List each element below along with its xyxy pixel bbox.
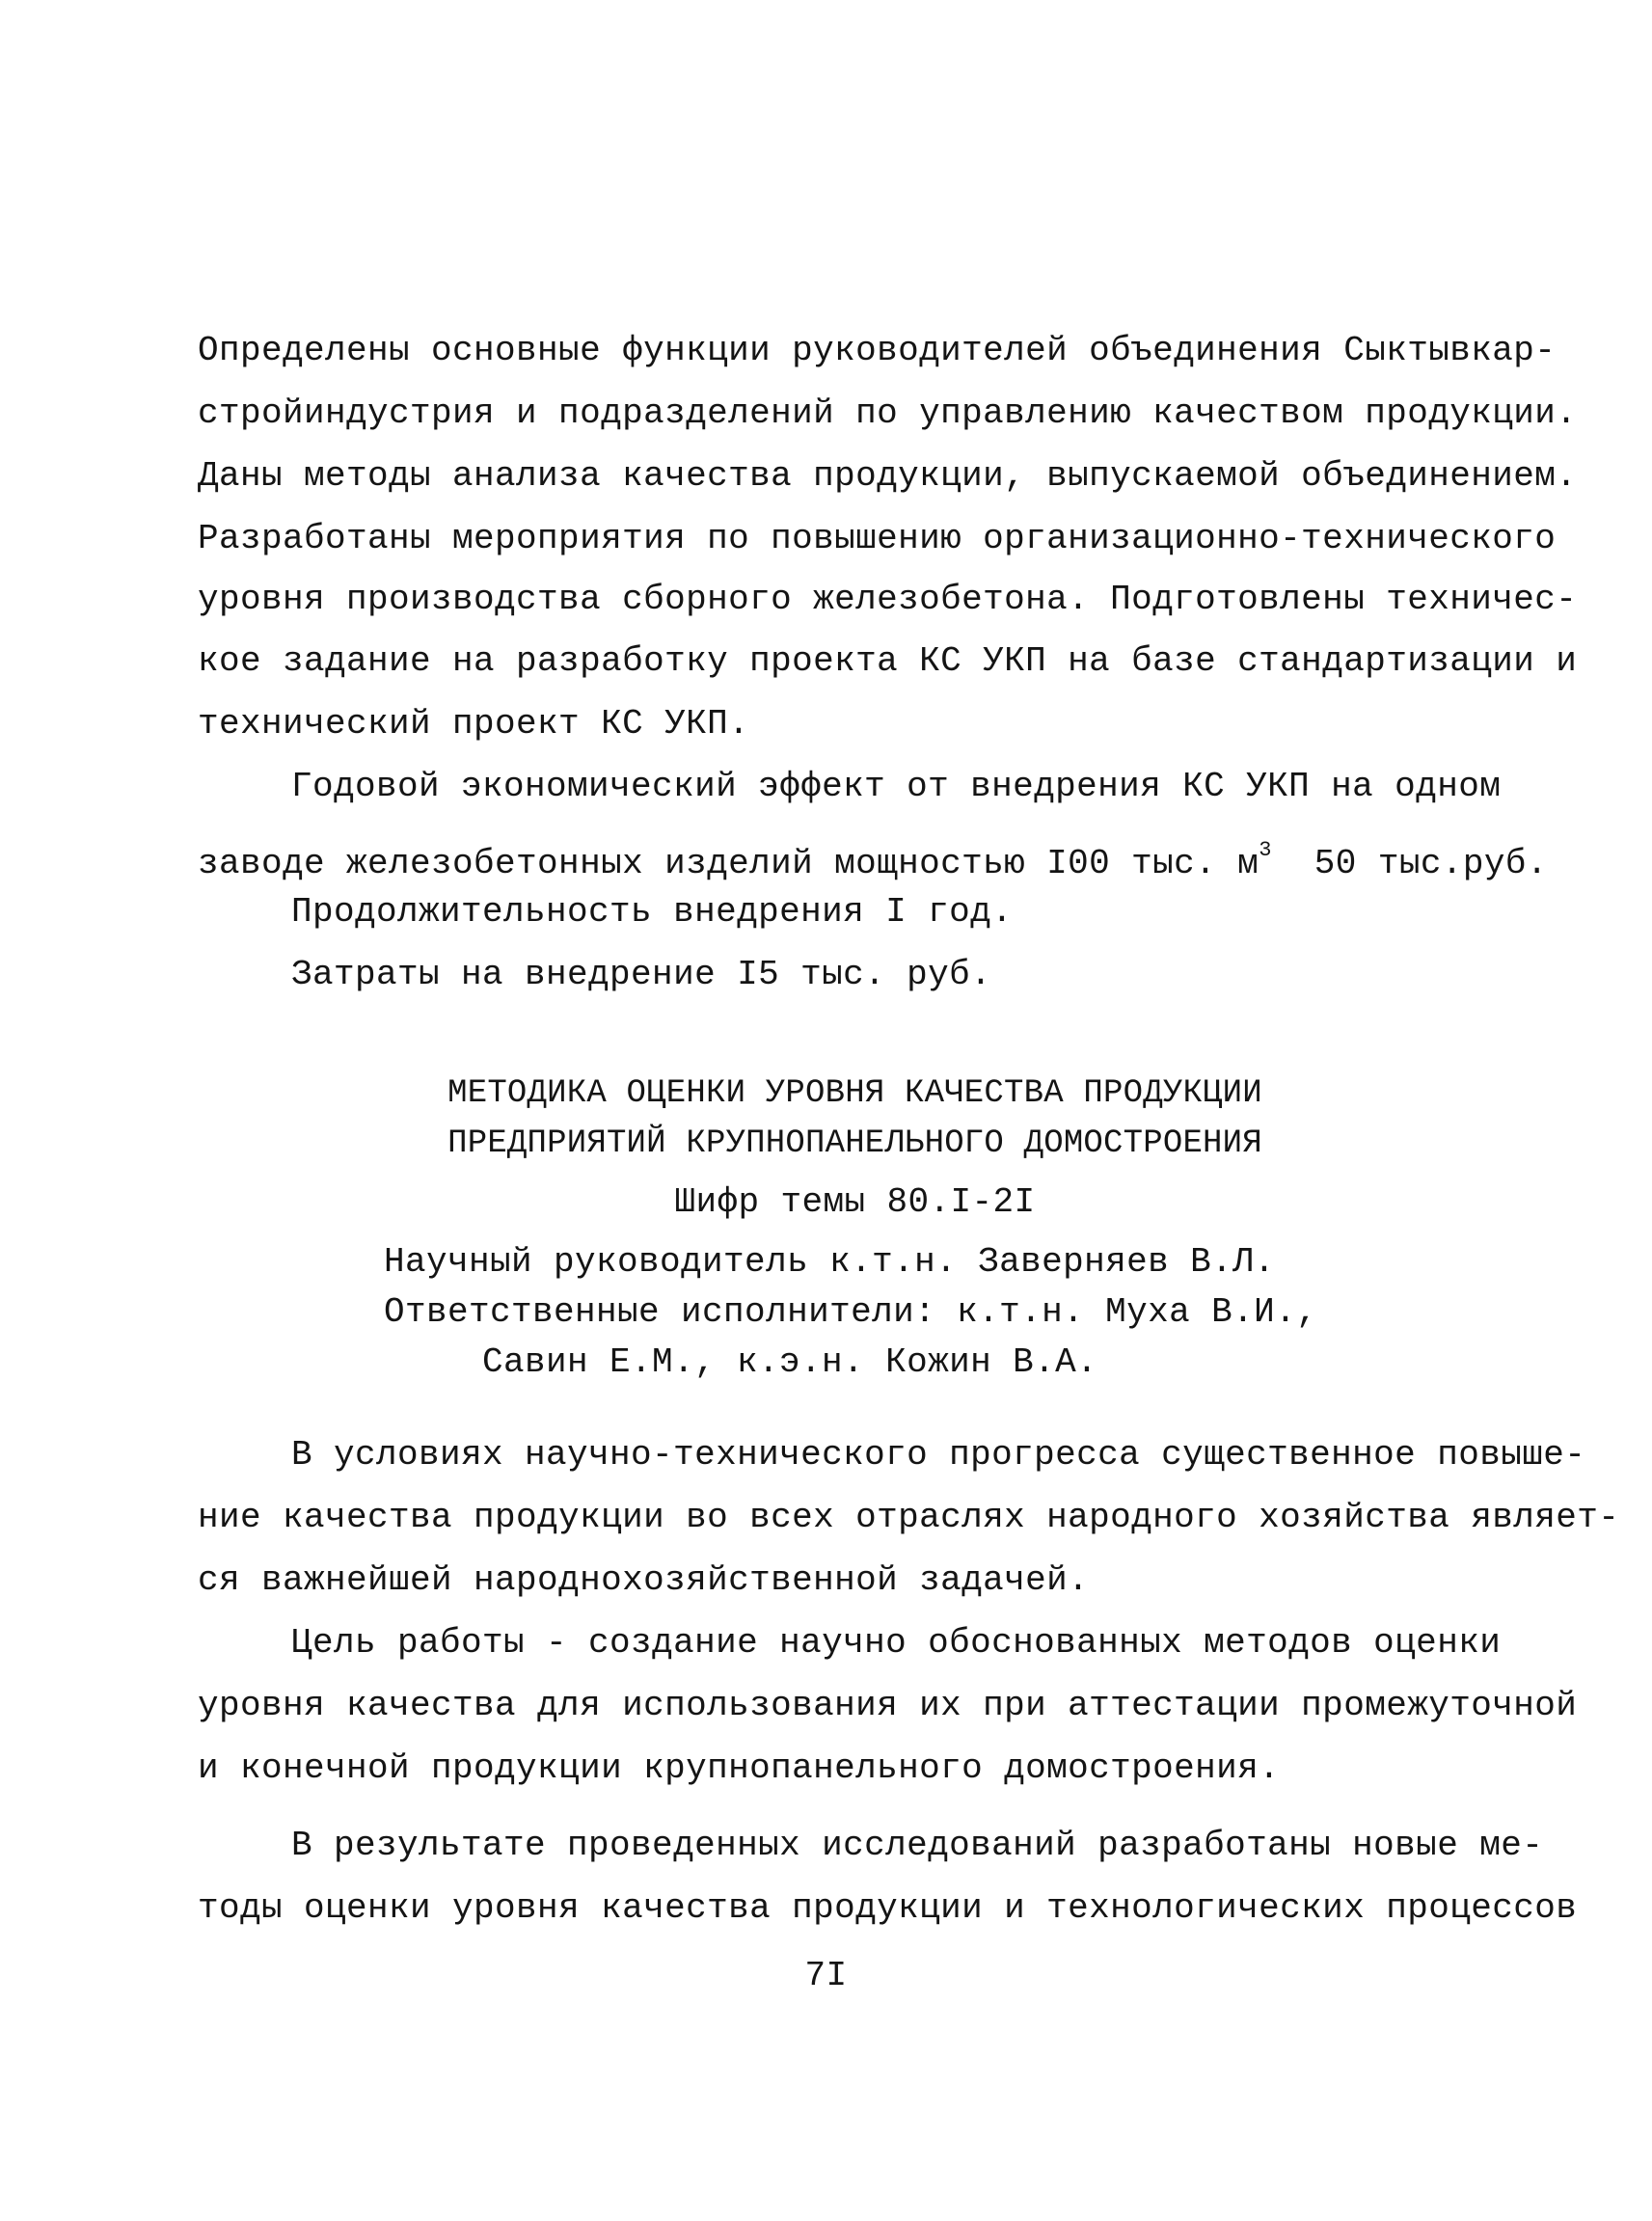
paragraph1-line-7: технический проект КС УКП. bbox=[198, 704, 750, 744]
responsible-executors-line-1: Ответственные исполнители: к.т.н. Муха В.И., bbox=[384, 1292, 1318, 1332]
effect-line-2 bbox=[198, 827, 1548, 887]
page-number: 7I bbox=[804, 1956, 848, 1995]
topic-code: Шифр темы 80.I-2I bbox=[674, 1182, 1036, 1222]
costs-line: Затраты на внедрение I5 тыс. руб. bbox=[291, 955, 992, 994]
paragraph1-line-4: Разработаны мероприятия по повышению организационно-технического bbox=[198, 519, 1557, 558]
paragraph2-line-2: ние качества продукции во всех отраслях народного хозяйства являет- bbox=[198, 1498, 1620, 1537]
responsible-executors-line-2: Савин Е.М., к.э.н. Кожин В.А. bbox=[482, 1342, 1098, 1382]
paragraph3-line-1: Цель работы - создание научно обоснованных методов оценки bbox=[291, 1623, 1502, 1663]
cubic-superscript: 3 bbox=[1259, 838, 1272, 862]
paragraph1-line-1: Определены основные функции руководителей объединения Сыктывкар- bbox=[198, 331, 1557, 370]
section-title-line-2: ПРЕДПРИЯТИЙ КРУПНОПАНЕЛЬНОГО ДОМОСТРОЕНИЯ bbox=[447, 1125, 1262, 1162]
paragraph1-line-6: кое задание на разработку проекта КС УКП на базе стандартизации и bbox=[198, 641, 1578, 681]
effect-line-2-start: заводе железобетонных изделий мощностью I00 тыс. м bbox=[198, 844, 1259, 883]
scientific-supervisor: Научный руководитель к.т.н. Заверняев В.Л. bbox=[384, 1242, 1276, 1282]
paragraph1-line-5: уровня производства сборного железобетона. Подготовлены техничес- bbox=[198, 580, 1578, 619]
paragraph3-line-2: уровня качества для использования их при аттестации промежуточной bbox=[198, 1686, 1578, 1725]
effect-line-2-end: 50 тыс.руб. bbox=[1271, 844, 1548, 883]
paragraph2-line-3: ся важнейшей народнохозяйственной задачей. bbox=[198, 1560, 1090, 1600]
paragraph4-line-1: В результате проведенных исследований разработаны новые ме- bbox=[291, 1826, 1544, 1865]
effect-line-1: Годовой экономический эффект от внедрения КС УКП на одном bbox=[291, 767, 1502, 806]
section-title-line-1: МЕТОДИКА ОЦЕНКИ УРОВНЯ КАЧЕСТВА ПРОДУКЦИИ bbox=[447, 1075, 1262, 1112]
paragraph1-line-3: Даны методы анализа качества продукции, выпускаемой объединением. bbox=[198, 456, 1578, 496]
paragraph2-line-1: В условиях научно-технического прогресса существенное повыше- bbox=[291, 1435, 1586, 1475]
duration-line: Продолжительность внедрения I год. bbox=[291, 892, 1014, 932]
paragraph3-line-3: и конечной продукции крупнопанельного домостроения. bbox=[198, 1748, 1281, 1788]
paragraph4-line-2: тоды оценки уровня качества продукции и технологических процессов bbox=[198, 1888, 1578, 1928]
paragraph1-line-2: стройиндустрия и подразделений по управлению качеством продукции. bbox=[198, 393, 1578, 433]
